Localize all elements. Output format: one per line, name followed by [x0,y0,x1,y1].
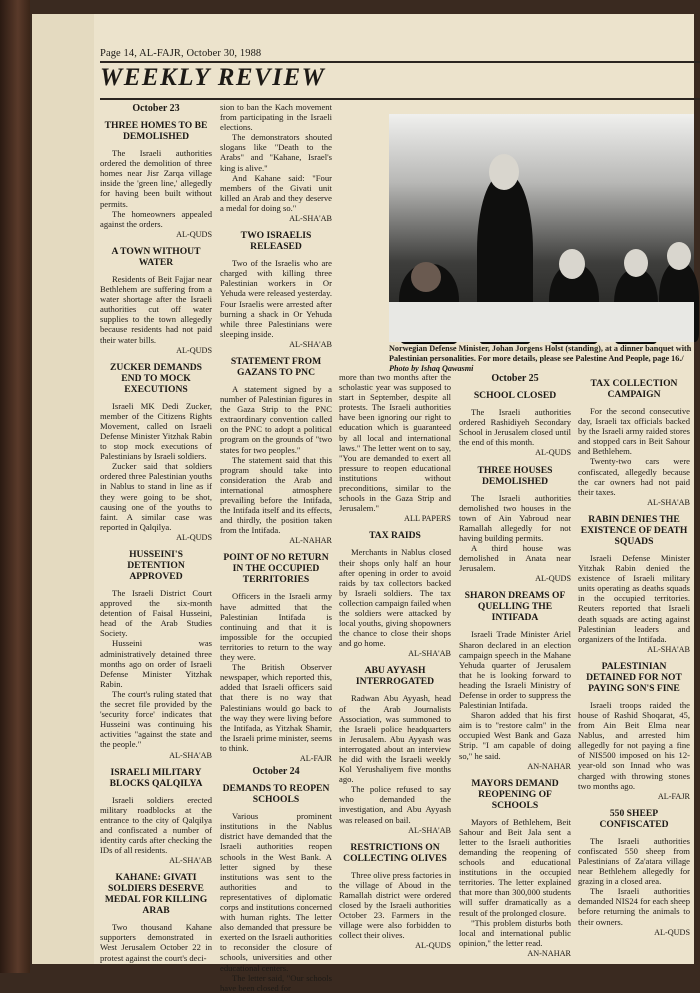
column-2 [220,102,332,993]
column-4 [459,372,571,962]
headline: A TOWN WITHOUT WATER [111,245,201,268]
source: AL-QUDS [176,532,212,542]
paragraph: Mayors of Bethlehem, Beit Sahour and Beit Jala sent a letter to the Israeli authorities demanding the reopening of schools and educational institutions in the occupied territories. The letter explained that more than 300,000 students will suffer dramatically as a result of the prolonged closure. [459,816,571,918]
paragraph: For the second consecutive day, Israeli tax officials backed by the Israeli army raided stores and stopped cars in Beit Sahour and Bethlehem. [578,406,690,457]
paragraph: Merchants in Nablus closed their shops only half an hour after opening in order to avoid raids by tax collectors backed by Israeli soldiers. The tax collection campaign failed when the soldiers were attacked by local youths, giving shopowners the chance to close their shops and go home. [339,547,451,649]
headline: TWO ISRAELIS RELEASED [240,230,312,253]
headline: TAX COLLECTION CAMPAIGN [590,378,678,400]
section-masthead: WEEKLY REVIEW [100,64,326,91]
paragraph: Two thousand Kahane supporters demonstrated in West Jerusalem October 22 in protest against the court's deci- [100,922,212,963]
headline: HUSSEINI'S DETENTION APPROVED [127,549,185,582]
caption-text: Norwegian Defense Minister, Johan Jorgens Holst (standing), at a dinner banquet with Palestinian personalities. For more details, please see Palestine And People, page 16./ [389,344,692,363]
source: ALL PAPERS [404,514,451,524]
source: AL-SHA'AB [647,497,690,507]
headline: SHARON DREAMS OF QUELLING THE INTIFADA [464,590,566,624]
paragraph: Zucker said that soldiers ordered three Palestinian youths in Nablus to stand in line as if they were going to be shot, causing one of the youths to faint. A similar case was reported in Qalqilya. [100,461,212,532]
headline: KAHANE: GIVATI SOLDIERS DESERVE MEDAL FOR KILLING ARAB [104,872,208,917]
figure-head [559,249,585,279]
source: AL-QUDS [535,448,571,458]
photo-caption [389,344,694,374]
paragraph: sion to ban the Kach movement from participating in the Israeli elections. [220,102,332,133]
paragraph: Various prominent institutions in the Nablus district have demanded that the Israeli authorities reopen schools in the West Bank. A letter signed by these institutions was sent to the authorities and to representatives of diplomatic corps and institutions concerned with human rights. The letter also demanded that pressure be exerted on the Israeli authorities to reconsider the closure of schools, universities and other educational centers. [220,811,332,973]
paragraph: more than two months after the scholastic year was supposed to start in September, despite all protests. The Israeli authorities have been ignoring our right to education which is guaranteed by all local and international laws." The letter went on to say, "You are demanded to exert all pressure to reopen educational institutions without preconditions, similar to the schools in the Gaza Strip and Jerusalem." [339,372,451,514]
paragraph: The Israeli authorities demanded NIS24 for each sheep before returning the animals to their owners. [578,886,690,927]
source: AL-SHA'AB [289,339,332,349]
source: AL-FAJR [657,791,690,801]
source: AL-SHA'AB [408,649,451,659]
paragraph: The Israeli authorities ordered the demolition of three homes near Jisr Zarqa village inside the 'green line,' allegedly for having been built without permits. [100,148,212,209]
headline: PALESTINIAN DETAINED FOR NOT PAYING SON'S FINE [586,660,682,694]
paragraph: A third house was demolished in Anata near Jerusalem. [459,543,571,574]
paragraph: Two of the Israelis who are charged with killing three Palestinian workers in Or Yehuda were released yesterday. Four Israelis were arrested after burning a shack in Or Yehuda while three Palestinians were sleeping inside. [220,258,332,339]
source: AN-NAHAR [527,761,571,771]
headline: MAYORS DEMAND REOPENING OF SCHOOLS [471,777,559,811]
paragraph: The Israeli authorities ordered Rashidiyeh Secondary School in Jerusalem closed until the end of this month. [459,407,571,448]
paragraph: The Israeli District Court approved the six-month detention of Faisal Husseini, head of the Arab Studies Society. [100,588,212,639]
date-heading: October 25 [491,373,539,384]
page-margin [32,14,94,964]
headline: 550 SHEEP CONFISCATED [599,807,669,830]
book-binding [0,0,30,973]
paragraph: And Kahane said: "Four members of the Givati unit killed an Arab and they deserve a medal for doing so." [220,172,332,213]
newspaper-page [32,14,694,993]
source: AL-QUDS [415,941,451,951]
paragraph: The letter said, "Our schools have been closed for [220,972,332,993]
source: AL-SHA'AB [647,644,690,654]
photo-credit: Photo by Ishaq Qawasmi [389,364,474,373]
source: AL-SHA'AB [169,856,212,866]
headline: THREE HOMES TO BE DEMOLISHED [104,120,208,143]
headline: STATEMENT FROM GAZANS TO PNC [230,355,322,378]
paragraph: Israeli Defense Minister Yitzhak Rabin denied the existence of Israeli military units operating as deaths squads in the occupied territories. Reuters reported that Israeli death squads are acting against Palestinian leaders and organizers of the Intifada. [578,552,690,644]
column-1 [100,102,212,963]
figure-head [667,242,691,270]
source: AL-SHA'AB [169,750,212,760]
paragraph: Israeli troops raided the house of Rashid Shoqarat, 45, from Ain Beit Elma near Nablus, and arrested him allegedly for not paying a fine of NIS500 imposed on his 12-year-old son Innad who was charged with throwing stones two months ago. [578,699,690,791]
paragraph: Sharon added that his first aim is to "restore calm" in the occupied West Bank and Gaza Strip. "I am capable of doing so," he said. [459,710,571,761]
paragraph: "This problem disturbs both local and international public opinion," the letter read. [459,917,571,948]
paragraph: Israeli soldiers erected military roadblocks at the entrance to the city of Qalqilya and confiscated a number of identity cards after checking the IDs of all residents. [100,794,212,856]
source: AL-NAHAR [289,536,332,546]
paragraph: Officers in the Israeli army have admitted that the Palestinian Intifada is continuing and that it is impossible for the occupied territories to return to the way they were. [220,591,332,663]
date-heading: October 23 [132,103,180,114]
headline: RESTRICTIONS ON COLLECTING OLIVES [343,841,447,864]
headline: ABU AYYASH INTERROGATED [355,665,435,688]
paragraph: The court's ruling stated that the secret file provided by the 'security force' indicates that Husseini was continuing his activities "against the state and the people." [100,688,212,750]
headline: TAX RAIDS [369,530,421,542]
source: AL-QUDS [176,345,212,355]
source: AL-QUDS [535,574,571,584]
source: AL-SHA'AB [408,825,451,835]
paragraph: Radwan Abu Ayyash, head of the Arab Journalists Association, was summoned to the Israeli police headquarters in Jerusalem. Abu Ayyash was interrogated about an interview he did with the Israeli weekly Kol Yerushaliyem five months ago. [339,693,451,785]
figure-head [624,249,648,277]
figure-head [411,262,441,292]
headline: ZUCKER DEMANDS END TO MOCK EXECUTIONS [110,361,202,395]
source: AL-QUDS [176,229,212,239]
paragraph: The Israeli authorities demolished two houses in the town of Ain Yabroud near Ramallah allegedly for not having building permits. [459,492,571,543]
figure-head [489,154,519,190]
headline: DEMANDS TO REOPEN SCHOOLS [222,783,330,806]
paragraph: The demonstrators shouted slogans like "Death to the Arabs" and "Kahane, Israel's king is alive." [220,132,332,173]
source: AL-SHA'AB [289,214,332,224]
column-3 [339,372,451,955]
paragraph: The British Observer newspaper, which reported this, added that Israeli officers said that there is no way that Palestinians would go back to the way they were living before the Intifada, as Yitzhak Shamir, the Israeli prime minister, seems to think. [220,662,332,753]
page-header: Page 14, AL-FAJR, October 30, 1988 [100,48,262,59]
date-heading: October 24 [252,766,300,778]
paragraph: The homeowners appealed against the orders. [100,208,212,229]
paragraph: A statement signed by a number of Palestinian figures in the Gaza Strip to the PNC extraordinary convention called on the PNC to adopt a political program on the grounds of "two states for two peoples." [220,383,332,455]
paragraph: The police refused to say who demanded the investigation, and Abu Ayyash was released on bail. [339,784,451,825]
source: AL-QUDS [654,927,690,937]
column-5 [578,372,690,941]
paragraph: Husseini was administratively detained three months ago on order of Israeli Defense Minister Yitzhak Rabin. [100,638,212,689]
banquet-photo [389,114,694,342]
paragraph: The Israeli authorities confiscated 550 sheep from Palestinians of Za'atara village near Bethlehem allegedly for grazing in a closed area. [578,835,690,887]
headline: THREE HOUSES DEMOLISHED [477,464,553,487]
header-rule [100,61,700,63]
source: AL-FAJR [299,753,332,763]
headline: ISRAELI MILITARY BLOCKS QALQILYA [109,766,203,789]
paragraph: The statement said that this program should take into consideration the Arab and international atmosphere prevailing before the Intifada, the Intifada itself and its effects, and thirdly, the position taken from the Intifada. [220,454,332,536]
headline: SCHOOL CLOSED [473,390,557,402]
source: AN-NAHAR [527,948,571,958]
paragraph: Israeli Trade Minister Ariel Sharon declared in an election campaign speech in the Mahane Yehuda quarter of Jerusalem that he is looking forward to heading the Israeli Ministry of Defense in order to suppress the Palestinian Intifada. [459,629,571,711]
banquet-table [389,302,694,342]
masthead-rule [100,98,700,100]
paragraph: Three olive press factories in the village of Aboud in the Ramallah district were ordered closed by the Israeli authorities October 23. Farmers in the village were also forbidden to collect their olives. [339,869,451,941]
paragraph: Twenty-two cars were confiscated, allegedly because the car owners had not paid their taxes. [578,456,690,497]
paragraph: Israeli MK Dedi Zucker, member of the Citizens Rights Movement, called on Israeli Defense Minister Yitzhak Rabin to stop mock executions of Palestinians by Israeli soldiers. [100,400,212,462]
paragraph: Residents of Beit Fajjar near Bethlehem are suffering from a water shortage after the Israeli authorities cut off water supplies to the town allegedly because residents had not paid their water bills. [100,273,212,345]
headline: RABIN DENIES THE EXISTENCE OF DEATH SQUADS [580,513,688,547]
headline: POINT OF NO RETURN IN THE OCCUPIED TERRITORIES [223,552,329,586]
